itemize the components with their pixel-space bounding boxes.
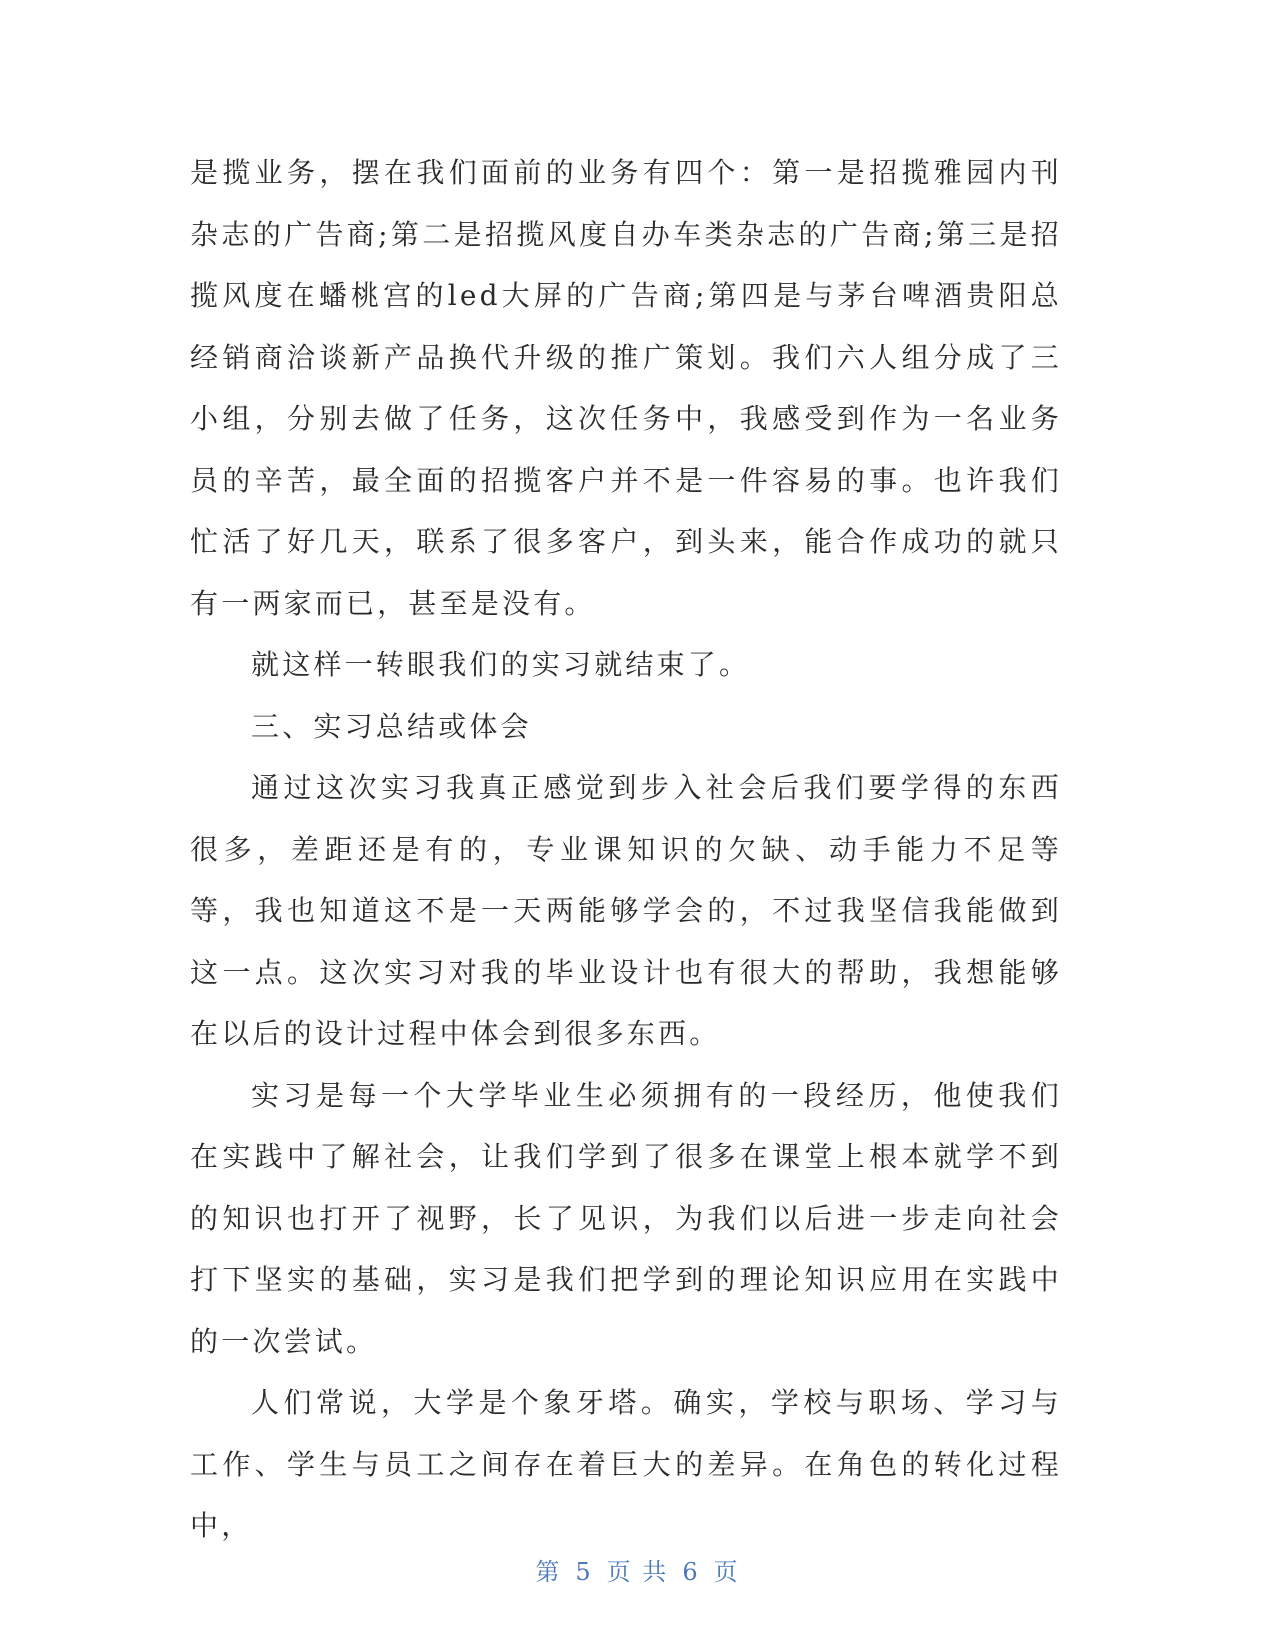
paragraph-1: 是揽业务，摆在我们面前的业务有四个：第一是招揽雅园内刊杂志的广告商;第二是招揽风度自办车类杂志的广告商;第三是招揽风度在蟠桃宫的led大屏的广告商;第四是与茅台啤酒贵阳总经销商洽谈新产品换代升级的推广策划。我们六人组分成了三小组，分别去做了任务，这次任务中，我感受到作为一名业务员的辛苦，最全面的招揽客户并不是一件容易的事。也许我们忙活了好几天，联系了很多客户，到头来，能合作成功的就只有一两家而已，甚至是没有。	[190, 156, 1062, 620]
footer-prefix: 第	[535, 1558, 562, 1586]
total-page-number: 6	[682, 1558, 700, 1586]
paragraph-5: 人们常说，大学是个象牙塔。确实，学校与职场、学习与工作、学生与员工之间存在着巨大的差异。在角色的转化过程中，	[190, 1386, 1062, 1542]
document-body	[190, 142, 1062, 1557]
paragraph-4: 实习是每一个大学毕业生必须拥有的一段经历，他使我们在实践中了解社会，让我们学到了很多在课堂上根本就学不到的知识也打开了视野，长了见识，为我们以后进一步走向社会打下坚实的基础，实习是我们把学到的理论知识应用在实践中的一次尝试。	[190, 1078, 1062, 1358]
footer-suffix: 页	[713, 1558, 740, 1586]
page-footer	[0, 1552, 1275, 1587]
paragraph-2: 就这样一转眼我们的实习就结束了。	[251, 648, 751, 681]
current-page-number: 5	[575, 1558, 593, 1586]
paragraph-3: 通过这次实习我真正感觉到步入社会后我们要学得的东西很多，差距还是有的，专业课知识的欠缺、动手能力不足等等，我也知道这不是一天两能够学会的，不过我坚信我能做到这一点。这次实习对我的毕业设计也有很大的帮助，我想能够在以后的设计过程中体会到很多东西。	[190, 771, 1062, 1050]
section-heading: 三、实习总结或体会	[251, 709, 532, 743]
footer-middle: 页 共	[606, 1558, 669, 1586]
